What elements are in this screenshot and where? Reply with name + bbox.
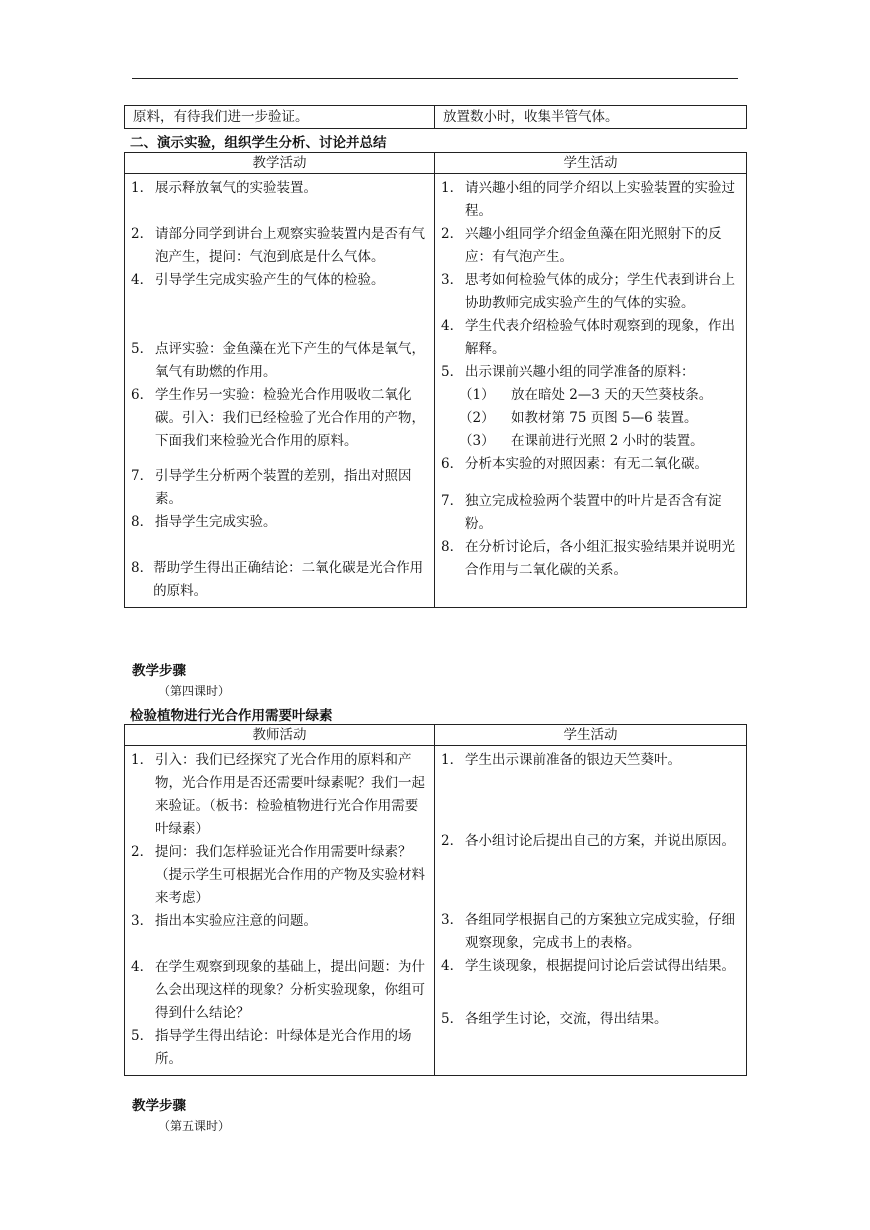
list-item: 8． 指导学生完成实验。 [131,514,277,530]
list-item: 6． 分析本实验的对照因素：有无二氧化碳。 [441,456,708,472]
sub-list-item: （3） 在课前进行光照 2 小时的装置。 [459,433,704,449]
list-item: 3． 指出本实验应注意的问题。 [131,913,317,929]
list-item: 7． 引导学生分析两个装置的差别，指出对照因素。 [131,468,412,507]
student-activity-header: 学生活动 [435,725,747,746]
teacher-activity-header: 教师活动 [125,725,435,746]
continuation-left-cell [125,106,435,129]
teaching-steps-title: 教学步骤 [132,663,186,679]
continuation-table [124,105,747,129]
list-item: 1． 学生出示课前准备的银边天竺葵叶。 [441,752,681,768]
list-item: 5． 指导学生得出结论：叶绿体是光合作用的场所。 [131,1028,412,1067]
teaching-steps-title-2: 教学步骤 [132,1098,186,1114]
list-item: 4． 在学生观察到现象的基础上，提出问题：为什么会出现这样的现象？分析实验现象，你组可得到什么结论？ [131,959,425,1021]
chlorophyll-experiment-table [124,724,747,1076]
list-item: 5． 点评实验：金鱼藻在光下产生的气体是氧气，氧气有助燃的作用。 [131,341,425,380]
list-item: 8． 帮助学生得出正确结论：二氧化碳是光合作用的原料。 [131,560,424,599]
teaching-activity-header: 教学活动 [125,153,435,174]
sub-list-item: （1） 放在暗处 2—3 天的天竺葵枝条。 [459,387,713,403]
header-rule [132,78,738,79]
list-item: 2． 提问：我们怎样验证光合作用需要叶绿素？（提示学生可根据光合作用的产物及实验材料来考虑） [131,844,425,906]
list-item: 3． 各组同学根据自己的方案独立完成实验，仔细观察现象，完成书上的表格。 [441,912,735,951]
teaching-activity-cell [125,174,435,608]
list-item: 4． 学生代表介绍检验气体时观察到的现象，作出解释。 [441,318,735,357]
continuation-left-text: 原料，有待我们进一步验证。 [133,109,309,125]
list-item: 7． 独立完成检验两个装置中的叶片是否含有淀粉。 [441,493,722,532]
student-activity-cell [435,174,747,608]
list-item: 3． 思考如何检验气体的成分；学生代表到讲台上协助教师完成实验产生的气体的实验。 [441,272,735,311]
list-item: 2． 各小组讨论后提出自己的方案，并说出原因。 [441,833,735,849]
list-item: 6． 学生作另一实验：检验光合作用吸收二氧化碳。引入：我们已经检验了光合作用的产物，下面我们来检验光合作用的原料。 [131,387,425,449]
section3-title: 检验植物进行光合作用需要叶绿素 [130,708,333,724]
list-item: 8． 在分析讨论后，各小组汇报实验结果并说明光合作用与二氧化碳的关系。 [441,539,735,578]
continuation-right-cell [435,106,747,129]
section2-title: 二、演示实验，组织学生分析、讨论并总结 [130,135,387,151]
list-item: 1． 展示释放氧气的实验装置。 [131,180,317,196]
continuation-right-text: 放置数小时，收集半管气体。 [443,109,619,125]
list-item: 1． 引入：我们已经探究了光合作用的原料和产物，光合作用是否还需要叶绿素呢？我们一起来验证。（板书：检验植物进行光合作用需要叶绿素） [131,752,425,837]
lesson-period-label: （第四课时） [158,684,231,698]
list-item: 5． 出示课前兴趣小组的同学准备的原料： [441,364,695,380]
list-item: 1． 请兴趣小组的同学介绍以上实验装置的实验过程。 [441,180,735,219]
sub-list-item: （2） 如教材第 75 页图 5—6 装置。 [459,410,698,426]
student-activity-cell [435,746,747,1076]
student-activity-header: 学生活动 [435,153,747,174]
list-item: 5． 各组学生讨论，交流，得出结果。 [441,1011,668,1027]
teacher-activity-cell [125,746,435,1076]
list-item: 4． 引导学生完成实验产生的气体的检验。 [131,272,385,288]
list-item: 2． 兴趣小组同学介绍金鱼藻在阳光照射下的反应：有气泡产生。 [441,226,722,265]
lesson-period-label-2: （第五课时） [158,1119,231,1133]
list-item: 4． 学生谈现象，根据提问讨论后尝试得出结果。 [441,958,735,974]
list-item: 2． 请部分同学到讲台上观察实验装置内是否有气泡产生，提问：气泡到底是什么气体。 [131,226,425,265]
demo-experiment-table [124,152,747,608]
